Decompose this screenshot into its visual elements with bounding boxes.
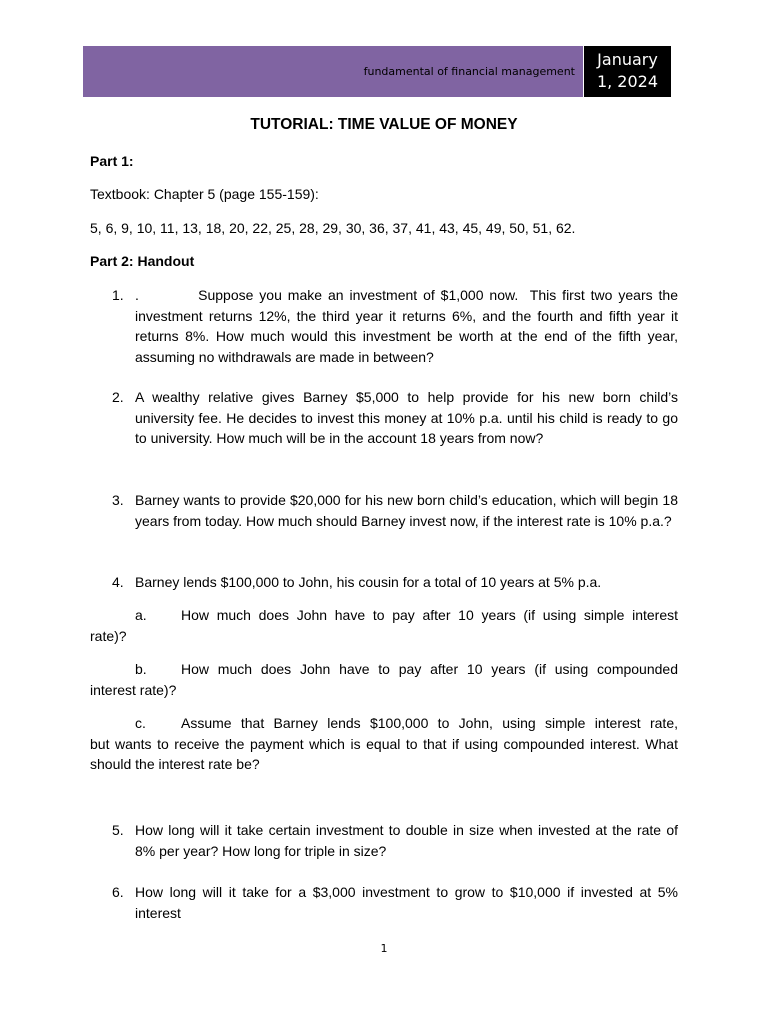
question-2 <box>90 387 678 449</box>
part1-heading: Part 1: <box>90 153 134 169</box>
sub-question-letter: b. <box>135 661 147 677</box>
header-date-line1: January <box>597 50 658 69</box>
question-text: How long will it take for a $3,000 investment to grow to $10,000 if invested at 5% interest <box>135 884 678 921</box>
question-number: 4. <box>112 574 124 590</box>
sub-question-line1: How much does John have to pay after 10 years (if using simple interest <box>181 607 678 623</box>
question-3 <box>90 490 678 531</box>
question-text: Barney lends $100,000 to John, his cousin for a total of 10 years at 5% p.a. <box>135 574 602 590</box>
header-bar <box>83 46 583 97</box>
question-number: 3. <box>112 492 124 508</box>
question-1 <box>90 285 678 367</box>
question-text: Barney wants to provide $20,000 for his new born child’s education, which will begin 18 years from today. How much should Barney invest now, if the interest rate is 10% p.a.? <box>135 492 678 529</box>
question-5 <box>90 820 678 861</box>
sub-question-rest: rate)? <box>90 627 127 644</box>
question-4b <box>90 659 678 700</box>
question-text: A wealthy relative gives Barney $5,000 to help provide for his new born child’s university fee. He decides to invest this money at 10% p.a. until his child is ready to go to university. How much will be in the account 18 years from now? <box>135 389 678 446</box>
question-4c <box>90 713 678 775</box>
sub-question-rest: interest rate)? <box>90 681 177 698</box>
page-title: TUTORIAL: TIME VALUE OF MONEY <box>250 116 518 133</box>
sub-question-letter: c. <box>135 715 146 731</box>
question-text: investment returns 12%, the third year it returns 6%, and the fourth and fifth year it returns 8%. How much would this investment be worth at the end of the fifth year, assuming no withdrawals are made in between? <box>135 307 678 365</box>
header-date <box>584 46 671 97</box>
question-number: 1. <box>112 287 124 303</box>
part1-problems: 5, 6, 9, 10, 11, 13, 18, 20, 22, 25, 28, 29, 30, 36, 37, 41, 43, 45, 49, 50, 51, 62. <box>90 220 576 236</box>
question-text: How long will it take certain investment to double in size when invested at the rate of 8% per year? How long for triple in size? <box>135 822 678 859</box>
question-number: 2. <box>112 389 124 405</box>
header-date-line2: 1, 2024 <box>596 72 659 91</box>
question-text-line1: . Suppose you make an investment of $1,000 now. This first two years the <box>135 287 678 303</box>
sub-question-rest: but wants to receive the payment which is equal to that if using compounded interest. What should the interest rate be? <box>90 735 678 772</box>
question-6 <box>90 882 678 923</box>
question-number: 6. <box>112 884 124 900</box>
sub-question-letter: a. <box>135 607 147 623</box>
part1-textbook: Textbook: Chapter 5 (page 155-159): <box>90 186 319 202</box>
page-number: 1 <box>380 942 388 955</box>
part2-heading: Part 2: Handout <box>90 253 195 269</box>
header-subject: fundamental of financial management <box>363 65 575 78</box>
question-4a <box>90 605 678 646</box>
sub-question-line1: Assume that Barney lends $100,000 to John, using simple interest rate, <box>181 715 678 731</box>
sub-question-line1: How much does John have to pay after 10 years (if using compounded <box>181 661 678 677</box>
question-number: 5. <box>112 822 124 838</box>
question-4 <box>90 572 678 593</box>
